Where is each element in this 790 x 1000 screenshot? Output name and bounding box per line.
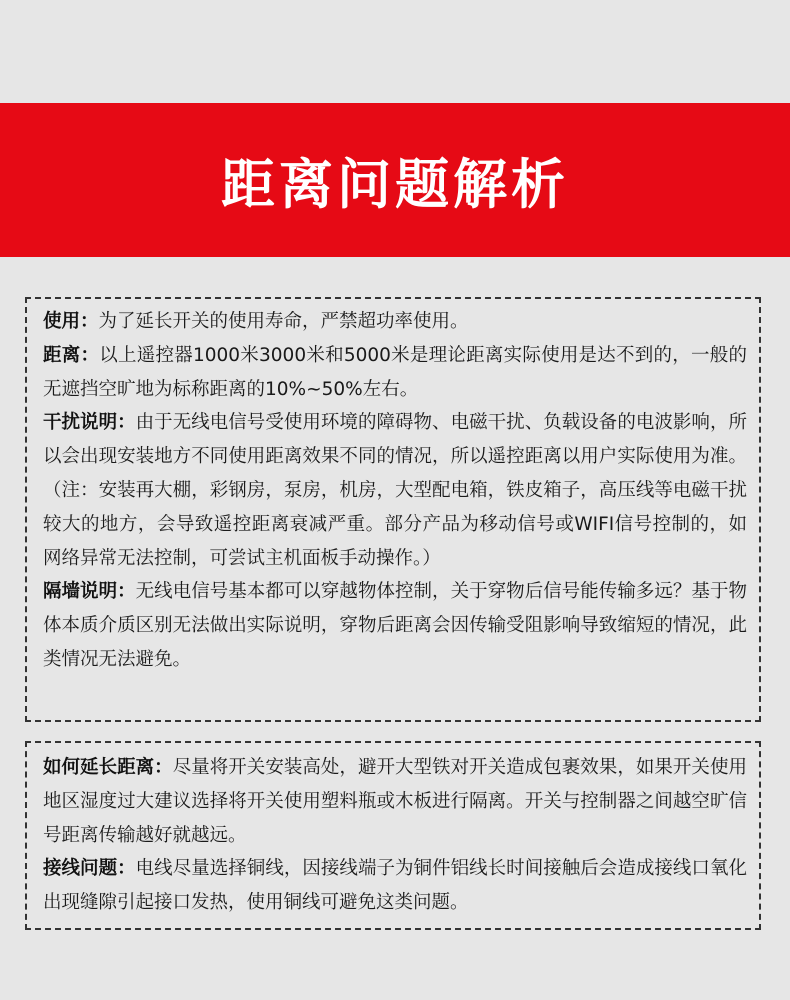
paragraph-text: 电线尽量选择铜线，因接线端子为铜件铝线长时间接触后会造成接线口氧化出现缝隙引起接口发热，使用铜线可避免这类问题。 [43, 858, 747, 914]
paragraph-label: 使用： [43, 311, 99, 332]
paragraph-usage [43, 305, 747, 339]
paragraph-text: 为了延长开关的使用寿命，严禁超功率使用。 [98, 311, 469, 332]
paragraph-extend-distance [43, 751, 747, 852]
paragraph-wall [43, 575, 747, 676]
paragraph-label: 距离： [43, 344, 100, 366]
page-title: 距离问题解析 [221, 152, 569, 216]
paragraph-label: 如何延长距离： [43, 757, 173, 778]
paragraph-interference [43, 406, 747, 575]
paragraph-label: 隔墙说明： [43, 581, 136, 603]
paragraph-wiring [43, 852, 747, 920]
info-box-usage-distance [25, 297, 761, 722]
info-box-extend-wiring [25, 741, 761, 930]
paragraph-text: 以上遥控器1000米3000米和5000米是理论距离实际使用是达不到的，一般的无遮挡空旷地为标称距离的10%~50%左右。 [43, 344, 747, 400]
title-banner [0, 103, 790, 257]
paragraph-distance [43, 339, 747, 407]
paragraph-text: 尽量将开关安装高处，避开大型铁对开关造成包裹效果，如果开关使用地区湿度过大建议选择将开关使用塑料瓶或木板进行隔离。开关与控制器之间越空旷信号距离传输越好就越远。 [43, 757, 747, 846]
paragraph-label: 接线问题： [43, 858, 136, 880]
paragraph-label: 干扰说明： [43, 412, 136, 434]
paragraph-text: 无线电信号基本都可以穿越物体控制，关于穿物后信号能传输多远？基于物体本质介质区别无法做出实际说明，穿物后距离会因传输受阻影响导致缩短的情况，此类情况无法避免。 [43, 581, 747, 670]
paragraph-text: 由于无线电信号受使用环境的障碍物、电磁干扰、负载设备的电波影响，所以会出现安装地方不同使用距离效果不同的情况，所以遥控距离以用户实际使用为准。（注：安装再大棚，彩钢房，泵房，机房，大型配电箱，铁皮箱子，高压线等电磁干扰较大的地方，会导致遥控距离衰减严重。部分产品为移动信号或WIFI信号控制的，如网络异常无法控制，可尝试主机面板手动操作。） [43, 412, 747, 569]
